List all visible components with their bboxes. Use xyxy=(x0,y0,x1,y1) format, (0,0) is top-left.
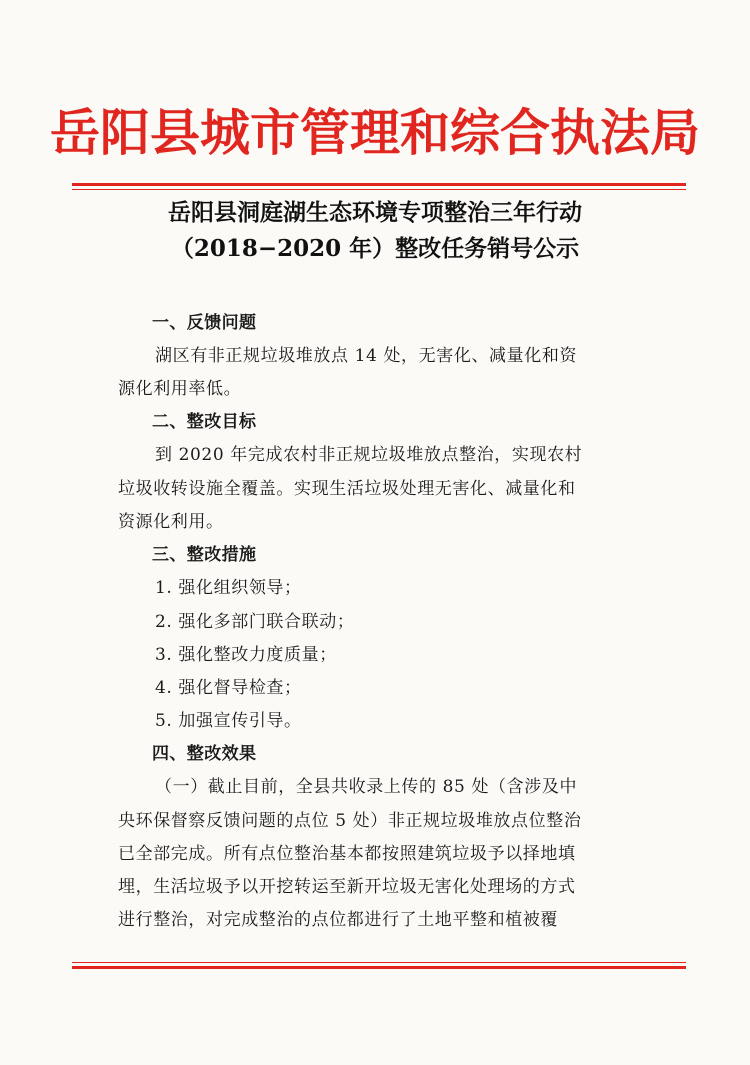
measure-item: 1. 强化组织领导； xyxy=(155,578,302,598)
section-heading-feedback: 一、反馈问题 xyxy=(152,313,257,333)
paragraph-line: 资源化利用。 xyxy=(118,512,224,532)
section-heading-results: 四、整改效果 xyxy=(152,744,257,764)
paragraph-line: （一）截止目前，全县共收录上传的 85 处（含涉及中 xyxy=(155,777,578,797)
measure-item: 4. 强化督导检查； xyxy=(155,678,302,698)
paragraph-line: 埋，生活垃圾予以开挖转运至新开垃圾无害化处理场的方式 xyxy=(118,877,576,897)
document-title-line2: （2018−2020 年）整改任务销号公示 xyxy=(170,235,580,262)
paragraph-line: 到 2020 年完成农村非正规垃圾堆放点整治，实现农村 xyxy=(155,445,583,465)
measure-item: 3. 强化整改力度质量； xyxy=(155,645,337,665)
agency-letterhead: 岳阳县城市管理和综合执法局 xyxy=(50,103,700,162)
section-heading-measures: 三、整改措施 xyxy=(152,545,257,565)
paragraph-line: 已全部完成。所有点位整治基本都按照建筑垃圾予以择地填 xyxy=(118,844,576,864)
measure-item: 5. 加强宣传引导。 xyxy=(155,711,302,731)
document-title-line1: 岳阳县洞庭湖生态环境专项整治三年行动 xyxy=(168,199,582,226)
measure-item: 2. 强化多部门联合联动； xyxy=(155,612,355,632)
paragraph-line: 源化利用率低。 xyxy=(118,379,242,399)
section-heading-goal: 二、整改目标 xyxy=(152,412,257,432)
paragraph-line: 垃圾收转设施全覆盖。实现生活垃圾处理无害化、减量化和 xyxy=(118,479,576,499)
paragraph-line: 湖区有非正规垃圾堆放点 14 处，无害化、减量化和资 xyxy=(155,346,578,366)
paragraph-line: 进行整治，对完成整治的点位都进行了土地平整和植被覆 xyxy=(118,910,558,930)
paragraph-line: 央环保督察反馈问题的点位 5 处）非正规垃圾堆放点位整治 xyxy=(118,811,582,831)
footer-divider-thick xyxy=(72,966,686,969)
footer-divider-thin xyxy=(72,962,686,963)
letterhead-divider-thin xyxy=(72,189,686,190)
letterhead-divider-thick xyxy=(72,183,686,186)
